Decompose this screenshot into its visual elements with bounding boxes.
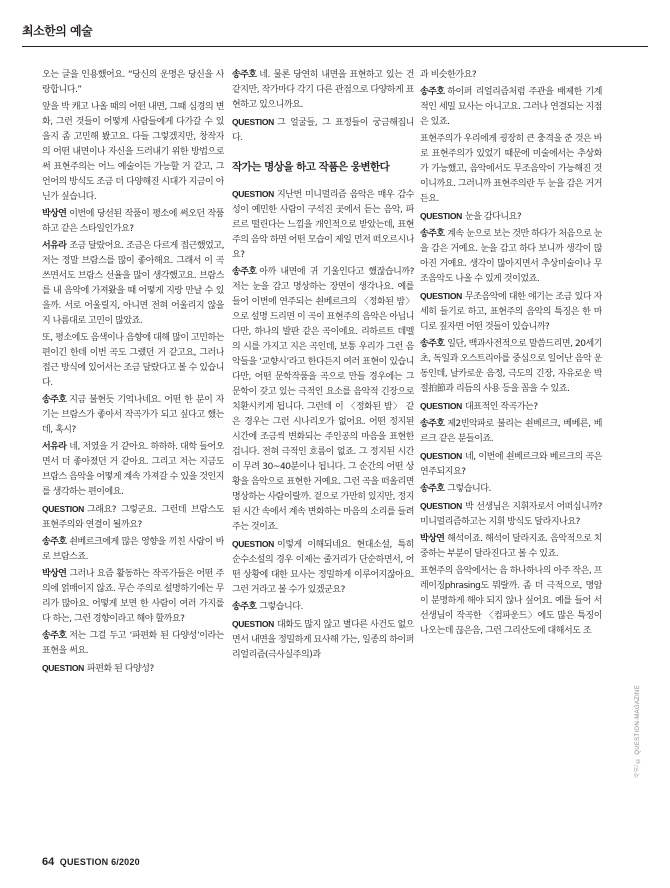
column-1 (42, 68, 224, 848)
paragraph (232, 537, 414, 598)
page-number: 64 (42, 856, 55, 868)
speaker-label: 송주호 (232, 267, 257, 277)
paragraph (420, 227, 602, 287)
speaker-label: 박상연 (42, 209, 67, 219)
paragraph-text: 파편화 된 다양성? (87, 664, 154, 674)
speaker-label: QUESTION (232, 189, 274, 199)
paragraph (42, 661, 224, 677)
speaker-label: 송주호 (232, 602, 257, 612)
paragraph (420, 132, 602, 207)
paragraph (420, 532, 602, 562)
paragraph-text: 네. 물론 당연히 내면을 표현하고 있는 건 같지만, 작가마다 각기 다른 관점으로 다양하게 표현하고 있으니까요. (232, 70, 414, 110)
speaker-label: 송주호 (420, 339, 445, 349)
speaker-label: 송주호 (42, 395, 67, 405)
paragraph (42, 331, 224, 391)
paragraph (232, 617, 414, 663)
paragraph (232, 600, 414, 615)
paragraph (42, 100, 224, 205)
column-2 (232, 68, 414, 848)
speaker-label: QUESTION (420, 211, 462, 221)
speaker-label: 송주호 (420, 419, 445, 429)
page-title: 최소한의 예술 (22, 24, 93, 38)
paragraph (42, 567, 224, 627)
speaker-label: 서유라 (42, 241, 67, 251)
paragraph (42, 502, 224, 533)
paragraph-text: 하이퍼 리얼리즘처럼 주관을 배제한 기계적인 세밀 묘사는 아니고요. 그러나 연결되는 지점은 있죠. (420, 87, 602, 127)
paragraph-text: 무조음악에 대한 얘기는 조금 있다 자세히 들기로 하고, 표현주의 음악의 특징은 한 마디로 짚자면 어떤 것들이 있습니까? (420, 292, 602, 332)
paragraph-text: 표현주의 음악에서는 음 하나하나의 아주 작은, 프레이징phrasing도 뭐랄까. 좀 더 극적으로, 명암이 분명하게 해야 되지 않나 싶어요. 예를 들어 서 선생님이 작곡한 〈컴파운드〉에도 많은 특징이 나오는데 끊은음, 그런 그리산도에 대해서도 조 (420, 566, 602, 636)
paragraph-text: 네, 이번에 쇤베르크와 베르크의 곡은 연주되지요? (420, 452, 602, 477)
paragraph (420, 449, 602, 480)
paragraph-text: 지금 불현듯 기억나네요. 어떤 한 분이 자기는 브람스가 좋아서 작곡가가 되고 싶다고 했는데, 혹시? (42, 395, 224, 435)
paragraph-text: 조금 달랐어요. 조금은 다르게 접근했었고, 저는 정말 브람스를 많이 좋아해요. 그래서 이 곡 쓰면서도 브람스 선율을 많이 생각했고요. 브람스를 내 음악에 가져왔을 때 어떻게 지랑 만날 수 있을까. 서로 어울릴지, 아니면 전혀 어울리지 않을지 나름대로 고민이 많았죠. (42, 241, 224, 326)
paragraph-text: 계속 눈으로 보는 것만 하다가 처음으로 눈을 감은 거예요. 눈을 감고 하다 보니까 생각이 많아진 거예요. 생각이 많아지면서 추상미술이나 무조음악도 나올 수 있게 것이었죠. (420, 229, 602, 284)
paragraph (420, 399, 602, 415)
paragraph-text: 그렇습니다. (447, 484, 491, 494)
section-heading: 작가는 명상을 하고 작품은 웅변한다 (232, 161, 390, 173)
paragraph (42, 239, 224, 329)
paragraph-text: 그 얼굴들, 그 표정들이 궁금해집니다. (232, 118, 414, 143)
paragraph (232, 187, 414, 263)
paragraph-text: 네, 저였을 거 같아요. 하하하. 대학 들어오면서 더 좋아졌던 거 같아요. 그리고 저는 지금도 브람스 음악을 어떻게 계속 가져갈 수 있을 것인지를 생각하는 편이에요. (42, 442, 224, 497)
speaker-label: 송주호 (420, 484, 445, 494)
paragraph-text: 대표적인 작곡가는? (465, 402, 538, 412)
photo-credit: 사진 © QUESTION-MAGAZINE (635, 685, 641, 778)
magazine-issue: QUESTION 6/2020 (59, 857, 140, 867)
paragraph (420, 417, 602, 447)
paragraph (420, 499, 602, 530)
paragraph-text: 눈을 감다니요? (465, 212, 522, 222)
speaker-label: QUESTION (420, 501, 462, 511)
paragraph (232, 265, 414, 535)
paragraph (420, 85, 602, 130)
speaker-label: QUESTION (232, 619, 274, 629)
paragraph-text: 표현주의가 우리에게 굉장히 큰 충격을 준 것은 바로 표현주의가 있었기 때문에 미술에서는 추상화가 가능했고, 음악에서도 무조음악이 가능해진 것이니까요. 그러니까 표현주의란 두 눈을 감은 거거든요. (420, 134, 602, 204)
footer (42, 856, 140, 868)
speaker-label: 송주호 (42, 631, 67, 641)
paragraph (420, 289, 602, 335)
paragraph-text: 아까 내면에 귀 기울인다고 했잖습니까? 저는 눈을 감고 명상하는 장면이 생각나요. 예를 들어 이번에 연주되는 쇤베르크의 〈정화된 밤〉으로 설명 드리면 이 곡이 표현주의 음악은 아닙니다만, 하나의 발판 같은 곡이에요. 리하르트 데멜의 시를 가지고 지은 곡인데, 보통 우리가 그런 음악들을 ‘교향시’라고 한다든지 여러 표현이 있습니다만, 어떤 문학작품을 곡으로 만들 경우에는 그 문학이 갖고 있는 극적인 요소를 음악적 긴장으로 치환시키게 됩니다. 그런데 이 〈정화된 밤〉 같은 경우는 그런 시나리오가 없어요. 어떤 정지된 시간에 조금씩 변화되는 주인공의 마음을 표현한 겁니다. 전혀 극적인 흐름이 없죠. 그 정지된 시간이 무려 30~40분이나 됩니다. 그 순간의 어떤 상황을 음악으로 표현한 거예요. 그런 곡을 떠올리면 명상하는 사람이랄까. 겉으로 가만히 있지만, 정지된 시간 속에서 계속 변화하는 마음의 소리를 들려주는 것이죠. (232, 267, 414, 532)
paragraph (42, 440, 224, 500)
speaker-label: 서유라 (42, 442, 67, 452)
paragraph-text: 그러나 요즘 활동하는 작곡가들은 어떤 주의에 얽매이지 않죠. 무슨 주의로 설명하기에는 무리가 많아요. 어떻게 보면 한 사람이 여러 가지를 다 하는, 그런 경향이라고 해야 할까요? (42, 569, 224, 624)
paragraph (232, 115, 414, 146)
paragraph (420, 68, 602, 83)
paragraph-text: 저는 그걸 두고 ‘파편화 된 다양성’이라는 표현을 써요. (42, 631, 224, 656)
speaker-label: 송주호 (232, 70, 257, 80)
paragraph-text: 또, 평소에도 음색이나 음향에 대해 많이 고민하는 편이긴 한데 이번 곡도 그랬던 거 같고요, 그러나 접근 방식에 있어서는 조금 달랐다고 볼 수 있습니다. (42, 333, 224, 388)
paragraph-text: 그래요? 그렇군요. 그런데 브람스도 표현주의와 연결이 될까요? (42, 505, 224, 530)
paragraph (42, 535, 224, 565)
paragraph-text: 쇤베르크에게 많은 영향을 끼친 사람이 바로 브람스죠. (42, 537, 224, 562)
speaker-label: QUESTION (420, 291, 462, 301)
paragraph (420, 564, 602, 639)
paragraph-text: 이번에 당선된 작품이 평소에 써오던 작품하고 같은 스타일인가요? (42, 209, 224, 234)
paragraph (420, 482, 602, 497)
speaker-label: 송주호 (420, 229, 445, 239)
speaker-label: QUESTION (232, 539, 274, 549)
paragraph-text: 해석이죠. 해석이 달라지죠. 음악적으로 치중하는 부분이 달라진다고 볼 수 있죠. (420, 534, 602, 559)
speaker-label: 박상연 (420, 534, 445, 544)
paragraph-text: 이렇게 이해되네요. 현대소설, 특히 순수소설의 경우 이제는 줄거리가 단순하면서, 어떤 상황에 대한 묘사는 정밀하게 이루어지잖아요. 그런 거라고 볼 수가 있겠군요? (232, 540, 414, 595)
column-3 (420, 68, 602, 848)
speaker-label: QUESTION (232, 117, 274, 127)
speaker-label: 송주호 (420, 87, 445, 97)
paragraph (420, 209, 602, 225)
paragraph-text: 제2빈악파로 불리는 쇤베르크, 베베른, 베르크 같은 분들이죠. (420, 419, 602, 444)
speaker-label: QUESTION (420, 401, 462, 411)
speaker-label: QUESTION (420, 451, 462, 461)
paragraph (42, 393, 224, 438)
speaker-label: QUESTION (42, 504, 84, 514)
paragraph-text: 과 비슷한가요? (420, 70, 477, 80)
paragraph (232, 68, 414, 113)
paragraph (42, 629, 224, 659)
paragraph-text: 오는 글을 인용했어요. “당신의 운명은 당신을 사랑합니다.” (42, 70, 224, 95)
paragraph-text: 그렇습니다. (259, 602, 303, 612)
paragraph (42, 207, 224, 237)
speaker-label: 송주호 (42, 537, 67, 547)
paragraph-text: 박 선생님은 지휘자로서 어떠십니까? 미니멀리즘하고는 지휘 방식도 달라지나요? (420, 502, 602, 527)
speaker-label: QUESTION (42, 663, 84, 673)
paragraph-text: 지난번 미니멀리즘 음악은 매우 감수성이 예민한 사람이 구석진 곳에서 듣는 음악, 파르르 떨린다는 느낌을 개인적으로 받았는데, 표현주의 음악 하면 어떤 모습이 제일 먼저 떠오르시나요? (232, 190, 414, 260)
header-divider (22, 46, 648, 47)
paragraph-text: 일단, 백과사전적으로 말씀드리면, 20세기 초, 독일과 오스트리아를 중심으로 일어난 음악 운동인데, 날카로운 음정, 극도의 긴장, 자유로운 박절拍節과 리듬의 사용 등을 꼽을 수 있죠. (420, 339, 602, 394)
speaker-label: 박상연 (42, 569, 67, 579)
paragraph (42, 68, 224, 98)
paragraph-text: 앞을 박 캐고 나올 때의 어떤 내면, 그때 심경의 변화, 그런 것들이 어떻게 사람들에게 다가갈 수 있을지 좀 고민해 봤고요. 다들 그렇겠지만, 창작자의 어떤 내면이나 자신을 드러내기 위한 방법으로써 표현주의는 어느 예술이든 가능할 거 같고, 그 언어의 방식도 조금 더 다양해진 시대가 지금이 아닌가 싶습니다. (42, 102, 224, 202)
paragraph-text: 대화도 많지 않고 별다른 사건도 없으면서 내면을 정밀하게 묘사해 가는, 일종의 하이퍼 리얼리즘(극사실주의)과 (232, 620, 414, 660)
paragraph (420, 337, 602, 397)
